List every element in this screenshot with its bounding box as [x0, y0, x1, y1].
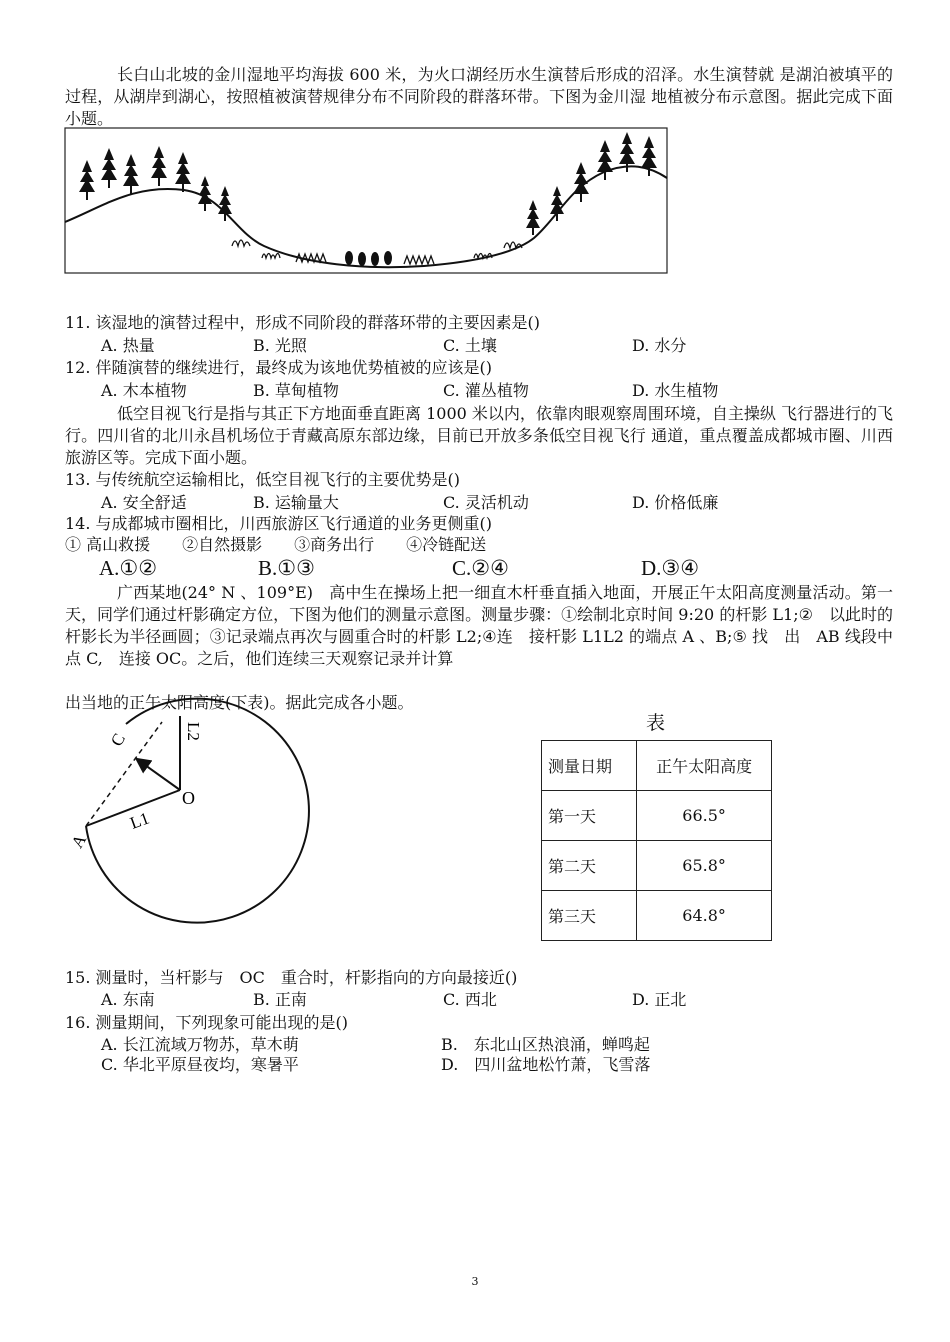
q15-option-a[interactable]: A. 东南 [101, 990, 155, 1009]
line-oc [138, 760, 180, 790]
table-cell-date: 第三天 [542, 891, 637, 941]
table-header-date: 测量日期 [542, 741, 637, 791]
label-l1: L1 [127, 808, 152, 833]
q14-option-a[interactable]: A.①② [99, 556, 158, 580]
q15-option-d[interactable]: D. 正北 [632, 990, 687, 1009]
q16-option-a[interactable]: A. 长江流域万物苏，草木萌 [101, 1035, 299, 1054]
q12-option-a[interactable]: A. 木本植物 [101, 381, 187, 400]
q13-option-a[interactable]: A. 安全舒适 [101, 493, 187, 512]
question-12-stem: 12. 伴随演替的继续进行，最终成为该地优势植被的应该是() [65, 358, 493, 377]
question-14-items: ① 高山救援 ②自然摄影 ③商务出行 ④冷链配送 [65, 535, 487, 554]
tree-group-right [526, 132, 657, 235]
label-c: C [106, 730, 129, 750]
question-11-stem: 11. 该湿地的演替过程中，形成不同阶段的群落环带的主要因素是() [65, 313, 541, 332]
q11-option-a[interactable]: A. 热量 [101, 336, 155, 355]
passage-low-altitude-flight: 低空目视飞行是指与其正下方地面垂直距离 1000 米以内，依靠肉眼观察周围环境，自主操纵 飞行器进行的飞行。四川省的北川永昌机场位于青藏高原东部边缘，目前已开放多条低空目视飞行 通道，重点覆盖成都城市圈、川西旅游区等。完成下面小题。 [65, 404, 893, 467]
table-row [542, 791, 772, 841]
q16-option-d[interactable]: D. 四川盆地松竹萧，飞雪落 [441, 1055, 651, 1074]
label-l2: L2 [184, 722, 203, 741]
q12-option-b[interactable]: B. 草甸植物 [253, 381, 339, 400]
passage-sun-altitude: 广西某地(24° N 、109°E) 高中生在操场上把一细直木杆垂直插入地面，开展正午太阳高度测量活动。第一天，同学们通过杆影确定方位，下图为他们的测量示意图。测量步骤：①绘制北京时间 9:20 的杆影 L1;② 以此时的杆影长为半径画圆；③记录端点再次与圆重合时的杆影 L2;④连 接杆影 L1L2 的端点 A 、B;⑤ 找 出 AB 线段中点 C, 连接 OC。之后，他们连续三天观察记录并计算 [65, 583, 893, 668]
aquatic-plants [345, 251, 392, 266]
shadow-measurement-figure [64, 714, 304, 904]
table-cell-altitude: 64.8° [637, 891, 772, 941]
sun-altitude-table [541, 740, 772, 941]
q13-option-b[interactable]: B. 运输量大 [253, 493, 339, 512]
tree-group-left [79, 146, 232, 221]
question-14-stem: 14. 与成都城市圈相比，川西旅游区飞行通道的业务更侧重() [65, 514, 493, 533]
label-o: O [182, 788, 195, 808]
q11-option-c[interactable]: C. 土壤 [443, 336, 497, 355]
q11-option-d[interactable]: D. 水分 [632, 336, 687, 355]
q12-option-d[interactable]: D. 水生植物 [632, 381, 719, 400]
q16-option-c[interactable]: C. 华北平原昼夜均，寒暑平 [101, 1055, 299, 1074]
q14-option-d[interactable]: D.③④ [641, 556, 700, 580]
question-13-stem: 13. 与传统航空运输相比，低空目视飞行的主要优势是() [65, 470, 461, 489]
wetland-vegetation-figure [64, 128, 668, 274]
q13-option-d[interactable]: D. 价格低廉 [632, 493, 719, 512]
q12-option-c[interactable]: C. 灌丛植物 [443, 381, 529, 400]
question-16-stem: 16. 测量期间，下列现象可能出现的是() [65, 1013, 349, 1032]
passage-wetland: 长白山北坡的金川湿地平均海拔 600 米，为火口湖经历水生演替后形成的沼泽。水生演替就 是湖泊被填平的过程，从湖岸到湖心，按照植被演替规律分布不同阶段的群落环带。下图为金川湿 地植被分布示意图。据此完成下面小题。 [65, 65, 893, 128]
table-cell-date: 第一天 [542, 791, 637, 841]
table-cell-altitude: 65.8° [637, 841, 772, 891]
q14-option-c[interactable]: C.②④ [452, 556, 509, 580]
question-15-stem: 15. 测量时，当杆影与 OC 重合时，杆影指向的方向最接近() [65, 968, 518, 987]
label-a: A [67, 831, 91, 852]
q11-option-b[interactable]: B. 光照 [253, 336, 307, 355]
q15-option-b[interactable]: B. 正南 [253, 990, 307, 1009]
q15-option-c[interactable]: C. 西北 [443, 990, 497, 1009]
q14-option-b[interactable]: B.①③ [258, 556, 315, 580]
table-cell-altitude: 66.5° [637, 791, 772, 841]
q16-option-b[interactable]: B. 东北山区热浪涌，蝉鸣起 [441, 1035, 650, 1054]
table-row [542, 891, 772, 941]
table-cell-date: 第二天 [542, 841, 637, 891]
table-row [542, 841, 772, 891]
table-caption: 表 [646, 712, 666, 734]
q13-option-c[interactable]: C. 灵活机动 [443, 493, 529, 512]
page-number: 3 [471, 1275, 479, 1288]
passage-sun-altitude-tail: 出当地的正午太阳高度(下表)。据此完成各小题。 [65, 693, 414, 712]
table-header-row [542, 741, 772, 791]
table-header-altitude: 正午太阳高度 [637, 741, 772, 791]
